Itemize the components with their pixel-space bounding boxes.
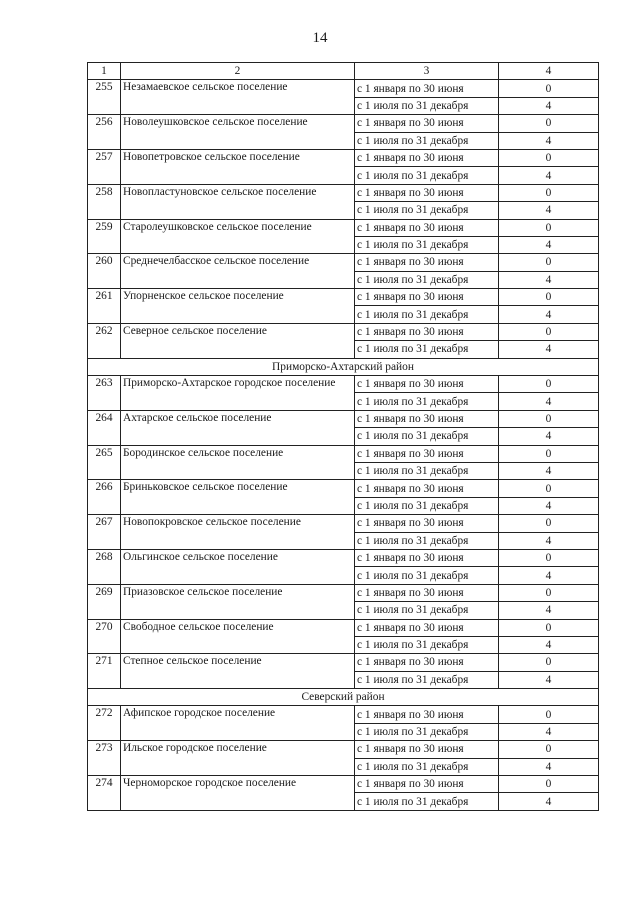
value-second-half: 4 <box>499 671 599 688</box>
period-first-half: с 1 января по 30 июня <box>355 149 499 166</box>
row-number: 269 <box>88 584 121 619</box>
table-row <box>88 549 599 566</box>
value-second-half: 4 <box>499 567 599 584</box>
value-first-half: 0 <box>499 706 599 723</box>
value-first-half: 0 <box>499 654 599 671</box>
period-second-half: с 1 июля по 31 декабря <box>355 341 499 358</box>
table-row <box>88 480 599 497</box>
period-second-half: с 1 июля по 31 декабря <box>355 271 499 288</box>
period-second-half: с 1 июля по 31 декабря <box>355 758 499 775</box>
row-number: 258 <box>88 184 121 219</box>
district-row <box>88 689 599 706</box>
settlement-name: Бородинское сельское поселение <box>121 445 355 480</box>
value-first-half: 0 <box>499 410 599 427</box>
period-first-half: с 1 января по 30 июня <box>355 184 499 201</box>
table-row <box>88 619 599 636</box>
settlement-table <box>87 62 599 811</box>
value-second-half: 4 <box>499 393 599 410</box>
value-first-half: 0 <box>499 549 599 566</box>
value-second-half: 4 <box>499 532 599 549</box>
row-number: 265 <box>88 445 121 480</box>
table-row <box>88 219 599 236</box>
table-row <box>88 289 599 306</box>
value-second-half: 4 <box>499 428 599 445</box>
period-first-half: с 1 января по 30 июня <box>355 741 499 758</box>
value-second-half: 4 <box>499 758 599 775</box>
period-first-half: с 1 января по 30 июня <box>355 80 499 97</box>
row-number: 260 <box>88 254 121 289</box>
header-cell: 4 <box>499 63 599 80</box>
settlement-name: Степное сельское поселение <box>121 654 355 689</box>
district-row <box>88 358 599 375</box>
period-second-half: с 1 июля по 31 декабря <box>355 167 499 184</box>
row-number: 266 <box>88 480 121 515</box>
row-number: 270 <box>88 619 121 654</box>
period-second-half: с 1 июля по 31 декабря <box>355 202 499 219</box>
value-second-half: 4 <box>499 497 599 514</box>
district-title: Северский район <box>88 689 599 706</box>
row-number: 262 <box>88 323 121 358</box>
value-first-half: 0 <box>499 445 599 462</box>
table-row <box>88 584 599 601</box>
settlement-name: Новопокровское сельское поселение <box>121 515 355 550</box>
value-first-half: 0 <box>499 80 599 97</box>
period-second-half: с 1 июля по 31 декабря <box>355 636 499 653</box>
value-second-half: 4 <box>499 167 599 184</box>
period-first-half: с 1 января по 30 июня <box>355 219 499 236</box>
period-second-half: с 1 июля по 31 декабря <box>355 97 499 114</box>
value-second-half: 4 <box>499 271 599 288</box>
settlement-name: Приазовское сельское поселение <box>121 584 355 619</box>
settlement-name: Ольгинское сельское поселение <box>121 549 355 584</box>
period-second-half: с 1 июля по 31 декабря <box>355 793 499 810</box>
table-row <box>88 254 599 271</box>
table-row <box>88 376 599 393</box>
row-number: 255 <box>88 80 121 115</box>
value-first-half: 0 <box>499 741 599 758</box>
value-second-half: 4 <box>499 636 599 653</box>
period-first-half: с 1 января по 30 июня <box>355 776 499 793</box>
row-number: 274 <box>88 776 121 811</box>
row-number: 268 <box>88 549 121 584</box>
table-row <box>88 445 599 462</box>
value-first-half: 0 <box>499 289 599 306</box>
period-second-half: с 1 июля по 31 декабря <box>355 723 499 740</box>
period-second-half: с 1 июля по 31 декабря <box>355 462 499 479</box>
row-number: 261 <box>88 289 121 324</box>
table-row <box>88 515 599 532</box>
table-row <box>88 184 599 201</box>
table-row <box>88 149 599 166</box>
settlement-name: Новопластуновское сельское поселение <box>121 184 355 219</box>
period-second-half: с 1 июля по 31 декабря <box>355 393 499 410</box>
row-number: 272 <box>88 706 121 741</box>
row-number: 264 <box>88 410 121 445</box>
table-row <box>88 741 599 758</box>
period-first-half: с 1 января по 30 июня <box>355 706 499 723</box>
period-first-half: с 1 января по 30 июня <box>355 515 499 532</box>
table-row <box>88 115 599 132</box>
value-first-half: 0 <box>499 323 599 340</box>
settlement-name: Ахтарское сельское поселение <box>121 410 355 445</box>
period-first-half: с 1 января по 30 июня <box>355 376 499 393</box>
period-second-half: с 1 июля по 31 декабря <box>355 428 499 445</box>
settlement-name: Новолеушковское сельское поселение <box>121 115 355 150</box>
period-second-half: с 1 июля по 31 декабря <box>355 671 499 688</box>
period-second-half: с 1 июля по 31 декабря <box>355 602 499 619</box>
settlement-name: Бриньковское сельское поселение <box>121 480 355 515</box>
period-second-half: с 1 июля по 31 декабря <box>355 236 499 253</box>
settlement-name: Афипское городское поселение <box>121 706 355 741</box>
value-first-half: 0 <box>499 219 599 236</box>
table-row <box>88 80 599 97</box>
period-first-half: с 1 января по 30 июня <box>355 584 499 601</box>
row-number: 259 <box>88 219 121 254</box>
value-first-half: 0 <box>499 254 599 271</box>
period-second-half: с 1 июля по 31 декабря <box>355 567 499 584</box>
settlement-name: Ильское городское поселение <box>121 741 355 776</box>
period-second-half: с 1 июля по 31 декабря <box>355 497 499 514</box>
header-cell: 1 <box>88 63 121 80</box>
period-first-half: с 1 января по 30 июня <box>355 254 499 271</box>
page-number: 14 <box>312 30 328 46</box>
header-cell: 2 <box>121 63 355 80</box>
value-first-half: 0 <box>499 184 599 201</box>
settlement-name: Старолеушковское сельское поселение <box>121 219 355 254</box>
value-second-half: 4 <box>499 132 599 149</box>
value-first-half: 0 <box>499 376 599 393</box>
period-first-half: с 1 января по 30 июня <box>355 115 499 132</box>
value-second-half: 4 <box>499 236 599 253</box>
row-number: 263 <box>88 376 121 411</box>
header-cell: 3 <box>355 63 499 80</box>
value-first-half: 0 <box>499 776 599 793</box>
value-second-half: 4 <box>499 97 599 114</box>
table-row <box>88 776 599 793</box>
row-number: 267 <box>88 515 121 550</box>
value-first-half: 0 <box>499 515 599 532</box>
period-first-half: с 1 января по 30 июня <box>355 480 499 497</box>
table-row <box>88 323 599 340</box>
row-number: 273 <box>88 741 121 776</box>
settlement-name: Среднечелбасское сельское поселение <box>121 254 355 289</box>
header-row <box>88 63 599 80</box>
district-title: Приморско-Ахтарский район <box>88 358 599 375</box>
value-first-half: 0 <box>499 149 599 166</box>
table-row <box>88 654 599 671</box>
table-body <box>88 63 599 811</box>
value-first-half: 0 <box>499 584 599 601</box>
settlement-name: Новопетровское сельское поселение <box>121 149 355 184</box>
value-first-half: 0 <box>499 480 599 497</box>
value-second-half: 4 <box>499 341 599 358</box>
value-second-half: 4 <box>499 306 599 323</box>
period-first-half: с 1 января по 30 июня <box>355 289 499 306</box>
period-second-half: с 1 июля по 31 декабря <box>355 532 499 549</box>
settlement-name: Упорненское сельское поселение <box>121 289 355 324</box>
period-first-half: с 1 января по 30 июня <box>355 410 499 427</box>
table-row <box>88 706 599 723</box>
period-first-half: с 1 января по 30 июня <box>355 323 499 340</box>
settlement-name: Северное сельское поселение <box>121 323 355 358</box>
period-first-half: с 1 января по 30 июня <box>355 549 499 566</box>
value-first-half: 0 <box>499 115 599 132</box>
value-first-half: 0 <box>499 619 599 636</box>
period-first-half: с 1 января по 30 июня <box>355 619 499 636</box>
row-number: 271 <box>88 654 121 689</box>
value-second-half: 4 <box>499 602 599 619</box>
value-second-half: 4 <box>499 723 599 740</box>
period-second-half: с 1 июля по 31 декабря <box>355 132 499 149</box>
period-second-half: с 1 июля по 31 декабря <box>355 306 499 323</box>
row-number: 256 <box>88 115 121 150</box>
settlement-name: Черноморское городское поселение <box>121 776 355 811</box>
value-second-half: 4 <box>499 793 599 810</box>
period-first-half: с 1 января по 30 июня <box>355 445 499 462</box>
settlement-name: Незамаевское сельское поселение <box>121 80 355 115</box>
settlement-name: Свободное сельское поселение <box>121 619 355 654</box>
value-second-half: 4 <box>499 462 599 479</box>
settlement-name: Приморско-Ахтарское городское поселение <box>121 376 355 411</box>
row-number: 257 <box>88 149 121 184</box>
table-row <box>88 410 599 427</box>
value-second-half: 4 <box>499 202 599 219</box>
period-first-half: с 1 января по 30 июня <box>355 654 499 671</box>
